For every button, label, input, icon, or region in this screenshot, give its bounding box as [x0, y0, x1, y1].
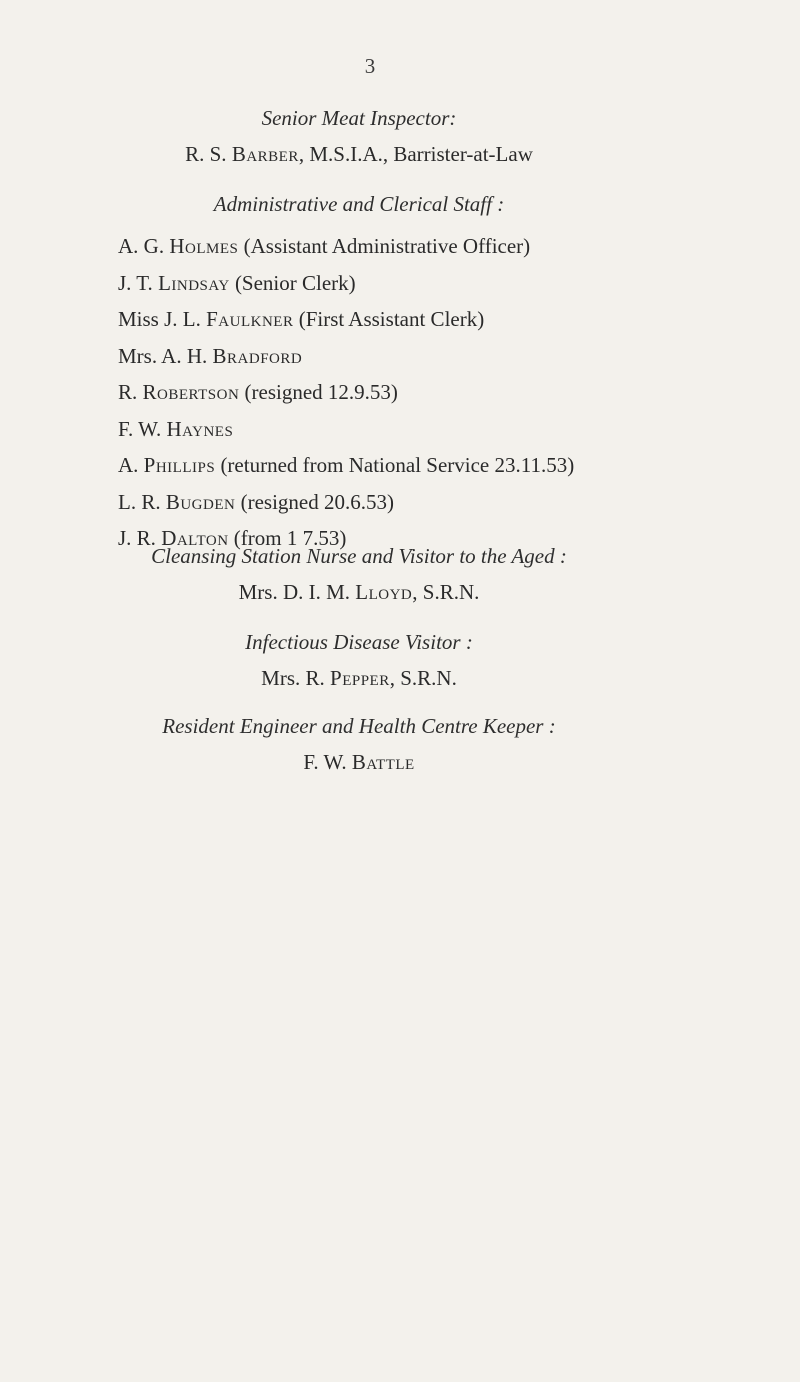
staff-initials: R. — [118, 380, 138, 404]
staff-list-item — [118, 484, 574, 521]
staff-surname: Faulkner — [206, 307, 294, 331]
staff-surname: Haynes — [166, 416, 234, 441]
staff-details: (returned from National Service 23.11.53) — [215, 453, 575, 477]
administrative-staff-heading: Administrative and Clerical Staff : — [213, 192, 505, 216]
staff-initials: F. W. — [118, 416, 162, 441]
staff-list-item — [118, 338, 574, 375]
staff-details: (from 1 7.53) — [228, 526, 347, 550]
cleansing-station-entry — [0, 580, 718, 605]
entry-surname: Lloyd — [355, 580, 413, 604]
staff-surname: Bugden — [165, 489, 236, 514]
entry-details: , S.R.N. — [412, 580, 480, 604]
staff-initials: J. T. — [118, 270, 153, 295]
entry-initials: F. W. — [303, 750, 347, 774]
staff-list-item — [118, 265, 574, 302]
staff-initials: L. R. — [118, 489, 161, 514]
staff-list-item — [118, 301, 574, 338]
staff-surname: Dalton — [161, 526, 229, 550]
page-number: 3 — [364, 54, 376, 78]
infectious-disease-entry — [0, 666, 718, 691]
entry-details: , M.S.I.A., Barrister-at-Law — [298, 142, 533, 166]
entry-surname: Pepper — [330, 666, 390, 690]
entry-initials: R. S. — [185, 142, 227, 166]
entry-surname: Battle — [351, 750, 415, 774]
resident-engineer-entry — [0, 750, 718, 775]
staff-initials: Mrs. A. H. — [118, 343, 208, 368]
senior-meat-inspector-heading: Senior Meat Inspector: — [261, 106, 457, 130]
administrative-staff-list — [118, 228, 574, 557]
staff-list-item — [118, 374, 574, 411]
staff-list-item — [118, 447, 574, 484]
entry-surname: Barber — [231, 142, 299, 166]
staff-details: (resigned 12.9.53) — [239, 380, 398, 404]
staff-surname: Lindsay — [158, 270, 230, 295]
staff-list-item — [118, 228, 574, 265]
cleansing-station-heading: Cleansing Station Nurse and Visitor to the Aged : — [151, 544, 567, 568]
entry-details: , S.R.N. — [389, 666, 457, 690]
staff-initials: A. — [118, 453, 139, 477]
staff-surname: Holmes — [169, 234, 239, 258]
infectious-disease-heading: Infectious Disease Visitor : — [245, 630, 473, 654]
staff-initials: A. G. — [118, 234, 165, 258]
staff-initials: Miss J. L. — [118, 307, 201, 331]
senior-meat-inspector-entry — [0, 142, 718, 167]
entry-initials: Mrs. D. I. M. — [238, 580, 351, 604]
entry-initials: Mrs. R. — [261, 666, 325, 690]
staff-surname: Bradford — [212, 343, 303, 368]
resident-engineer-heading: Resident Engineer and Health Centre Keeper : — [162, 714, 556, 738]
staff-surname: Phillips — [143, 453, 216, 477]
staff-details: (First Assistant Clerk) — [293, 307, 485, 331]
staff-details: (Assistant Administrative Officer) — [238, 234, 531, 258]
staff-list-item — [118, 411, 574, 448]
staff-details: (Senior Clerk) — [229, 270, 356, 295]
staff-surname: Robertson — [142, 380, 240, 404]
staff-initials: J. R. — [118, 526, 156, 550]
staff-details: (resigned 20.6.53) — [235, 489, 394, 514]
